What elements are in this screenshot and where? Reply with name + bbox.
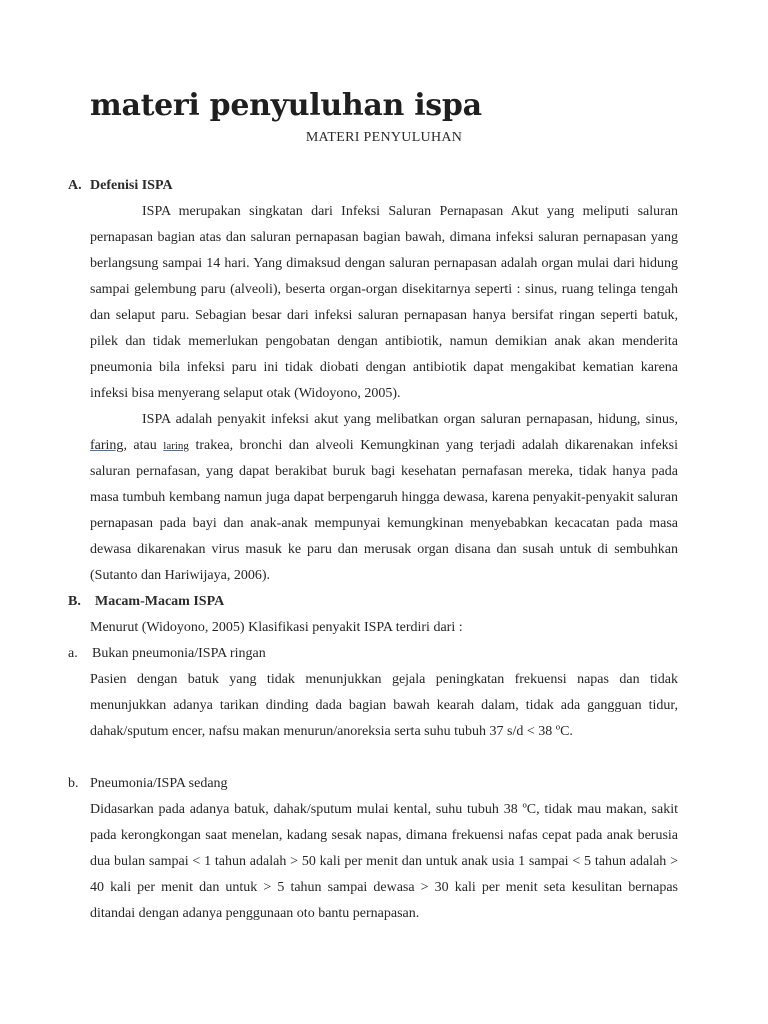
paragraph-2-start: ISPA adalah penyakit infeksi akut yang melibatkan organ saluran pernapasan, hidung, sinus,	[142, 412, 678, 427]
spacer	[68, 745, 678, 771]
paragraph-2-rest: trakea, bronchi dan alveoli Kemungkinan yang terjadi adalah dikarenakan infeksi saluran pernafasan, yang dapat berakibat buruk bagi kesehatan pernafasan mereka, tidak hanya pada masa tumbuh kembang namun juga dapat berpengaruh hingga dewasa, karena penyakit-penyakit saluran pernapasan pada bayi dan anak-anak mempunyai kemungkinan menyebabkan kecacatan pada masa dewasa dikarenakan virus masuk ke paru dan merusak organ disana dan susah untuk di sembuhkan (Sutanto dan Hariwijaya, 2006).	[90, 438, 679, 583]
section-b-intro: Menurut (Widoyono, 2005) Klasifikasi penyakit ISPA terdiri dari :	[90, 620, 463, 635]
section-a-heading	[68, 173, 678, 199]
subsection-a-letter: a.	[68, 646, 78, 661]
subsection-b-title: Pneumonia/ISPA sedang	[90, 776, 228, 791]
subsection-b-letter: b.	[68, 776, 79, 791]
subsection-a-text: Pasien dengan batuk yang tidak menunjukkan gejala peningkatan frekuensi napas dan tidak menunjukkan adanya tarikan dinding dada bagian bawah kearah dalam, tidak ada gangguan tidur, dahak/sputum encer, nafsu makan menurun/anoreksia serta suhu tubuh 37 s/d < 38 ºC.	[90, 672, 678, 739]
document-title: materi penyuluhan ispa	[90, 88, 482, 123]
subsection-a-heading	[68, 641, 678, 667]
subsection-a-title: Bukan pneumonia/ISPA ringan	[92, 646, 266, 661]
subsection-b-text: Didasarkan pada adanya batuk, dahak/sputum mulai kental, suhu tubuh 38 ºC, tidak mau makan, sakit pada kerongkongan saat menelan, kadang sesak napas, dimana frekuensi nafas cepat pada anak berusia dua bulan sampai < 1 tahun adalah > 50 kali per menit dan untuk anak usia 1 sampai < 5 tahun adalah > 40 kali per menit dan untuk > 5 tahun sampai dewasa > 30 kali per menit seta kesulitan bernapas ditandai dengan adanya penggunaan oto bantu pernapasan.	[90, 802, 678, 921]
paragraph-2-mid: , atau	[123, 438, 157, 453]
section-a-paragraph-1: ISPA merupakan singkatan dari Infeksi Saluran Pernapasan Akut yang meliputi saluran pernapasan bagian atas dan saluran pernapasan bagian bawah, dimana infeksi saluran pernapasan yang berlangsung sampai 14 hari. Yang dimaksud dengan saluran pernapasan adalah organ mulai dari hidung sampai gelembung paru (alveoli), beserta organ-organ disekitarnya seperti : sinus, ruang telinga tengah dan selaput paru. Sebagian besar dari infeksi saluran pernapasan hanya bersifat ringan seperti batuk, pilek dan tidak memerlukan pengobatan dengan antibiotik, namun demikian anak akan menderita pneumonia bila infeksi paru ini tidak diobati dengan antibiotik dapat mengakibat kematian karena infeksi bisa menyerang selaput otak (Widoyono, 2005).	[90, 204, 678, 401]
section-a-paragraph-2	[90, 407, 678, 589]
faring-link[interactable]: faring	[90, 438, 124, 453]
section-b-heading	[68, 589, 678, 615]
section-a-letter: A.	[68, 178, 82, 193]
section-b-letter: B.	[68, 594, 81, 609]
laring-link[interactable]: laring	[163, 440, 189, 452]
document-body	[68, 173, 678, 927]
document-subtitle: MATERI PENYULUHAN	[305, 130, 463, 145]
subsection-b-heading	[68, 771, 678, 797]
section-b-title: Macam-Macam ISPA	[95, 594, 225, 609]
section-a-title: Defenisi ISPA	[90, 178, 173, 193]
